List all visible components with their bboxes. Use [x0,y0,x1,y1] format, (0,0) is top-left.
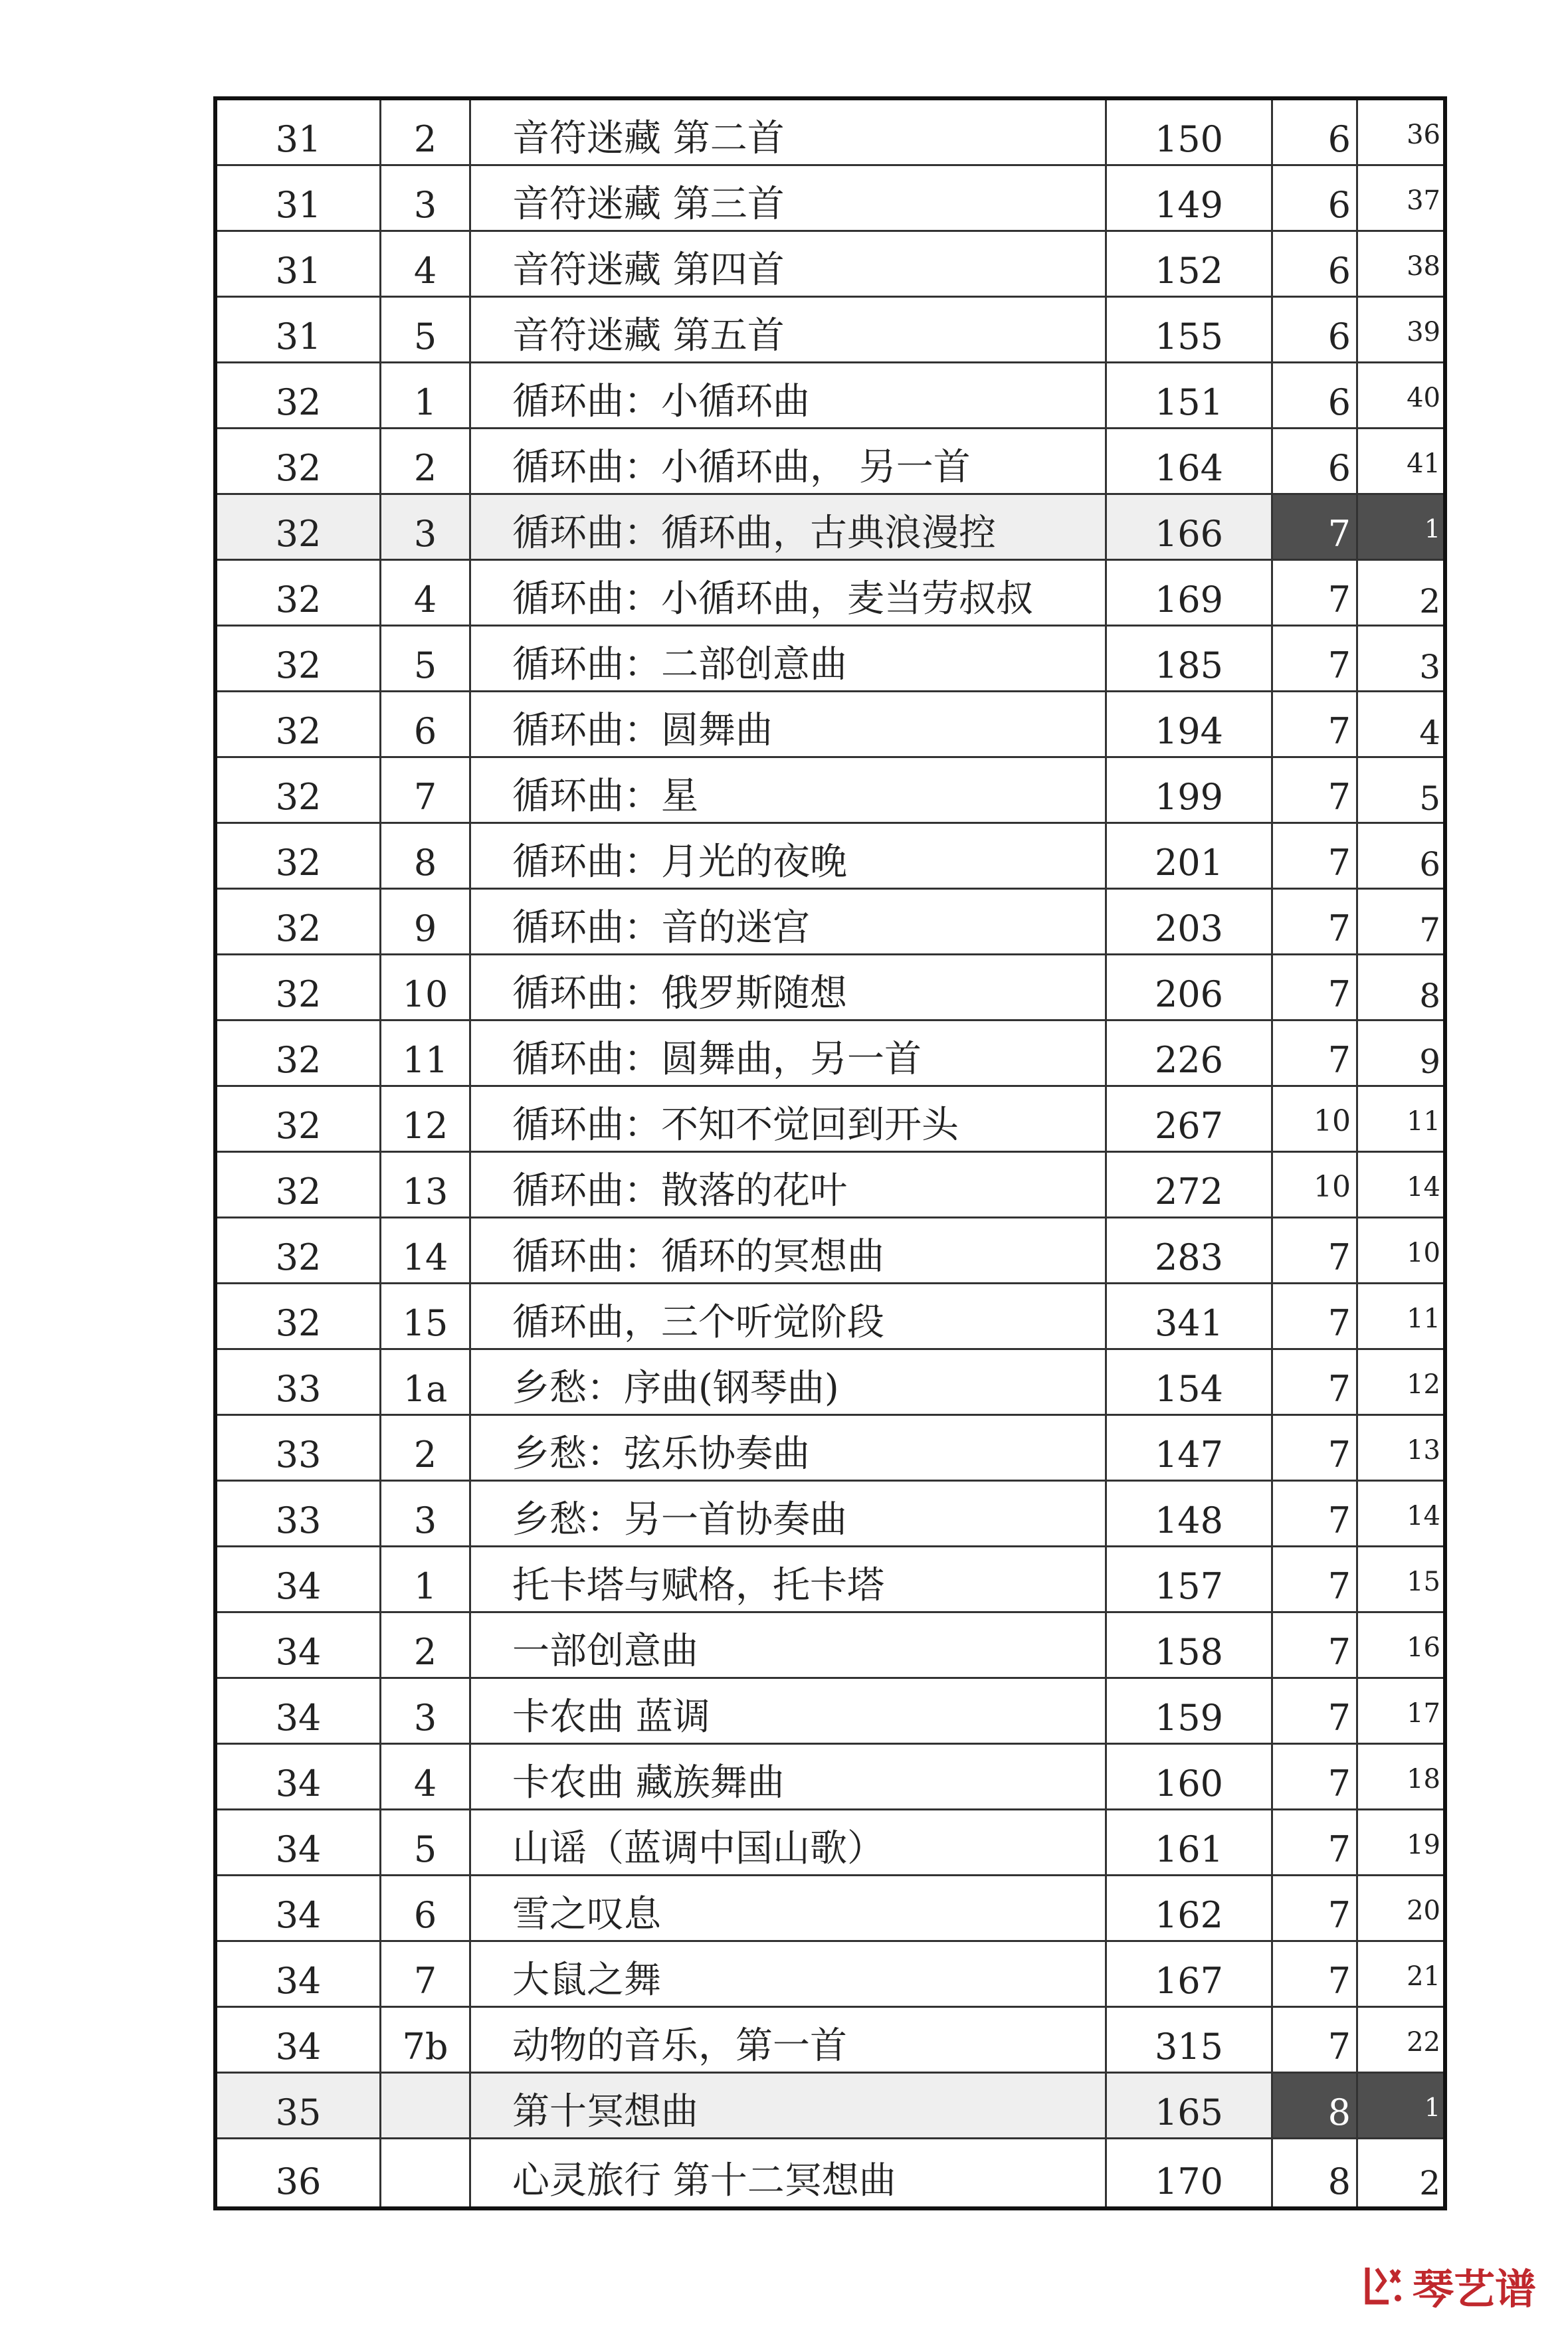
cell-group: 34 [217,1745,381,1808]
table-row [217,1679,1443,1745]
cell-number: 4 [381,561,471,625]
cell-number: 12 [381,1087,471,1151]
cell-title: 循环曲：音的迷宫 [471,890,1107,953]
cell-page: 149 [1107,166,1273,230]
cell-index: 19 [1407,1830,1440,1860]
cell-page: 201 [1107,824,1273,888]
cell-index: 1 [1358,2074,1443,2137]
logo-mark-icon [1362,2262,1409,2309]
table-row [217,1942,1443,2008]
cell-group: 32 [217,955,381,1019]
cell-title: 音符迷藏 第四首 [471,232,1107,296]
cell-title: 循环曲：小循环曲，麦当劳叔叔 [471,561,1107,625]
table-row [217,1153,1443,1218]
cell-page: 165 [1107,2074,1273,2137]
cell-index: 12 [1407,1369,1440,1400]
cell-title: 循环曲：散落的花叶 [471,1153,1107,1216]
table-row [217,166,1443,232]
cell-volume: 7 [1273,561,1358,625]
cell-page: 157 [1107,1547,1273,1611]
cell-index: 41 [1407,448,1440,479]
cell-group: 34 [217,1810,381,1874]
cell-number: 7 [381,758,471,822]
cell-group: 32 [217,627,381,690]
cell-page: 194 [1107,692,1273,756]
cell-group: 32 [217,890,381,953]
cell-index: 1 [1358,495,1443,559]
cell-title: 循环曲：星 [471,758,1107,822]
cell-group: 34 [217,2008,381,2072]
table-row [217,561,1443,627]
cell-page: 169 [1107,561,1273,625]
table-row [217,1482,1443,1547]
cell-page: 154 [1107,1350,1273,1414]
table-row [217,298,1443,363]
cell-number [381,2139,471,2206]
table-row [217,890,1443,955]
table-row [217,429,1443,495]
cell-number: 6 [381,1876,471,1940]
cell-volume: 7 [1273,2008,1358,2072]
cell-group: 33 [217,1416,381,1480]
cell-page: 152 [1107,232,1273,296]
cell-title: 乡愁：弦乐协奏曲 [471,1416,1107,1480]
cell-page: 151 [1107,363,1273,427]
cell-page: 226 [1107,1021,1273,1085]
cell-group: 32 [217,1021,381,1085]
index-table [213,96,1447,2210]
cell-title: 循环曲：月光的夜晚 [471,824,1107,888]
cell-index: 14 [1407,1172,1440,1203]
cell-number: 2 [381,429,471,493]
table-row [217,232,1443,298]
cell-page: 148 [1107,1482,1273,1545]
cell-page: 164 [1107,429,1273,493]
cell-page: 267 [1107,1087,1273,1151]
cell-page: 203 [1107,890,1273,953]
cell-index: 16 [1407,1632,1440,1663]
cell-title: 循环曲：循环的冥想曲 [471,1218,1107,1282]
table-row [217,2139,1443,2206]
cell-volume: 7 [1273,1350,1358,1414]
cell-page: 155 [1107,298,1273,361]
cell-page: 150 [1107,100,1273,164]
cell-number: 5 [381,1810,471,1874]
cell-page: 283 [1107,1218,1273,1282]
cell-volume: 7 [1273,1613,1358,1677]
cell-volume: 7 [1273,692,1358,756]
cell-index: 15 [1407,1567,1440,1597]
cell-number: 4 [381,232,471,296]
cell-volume: 7 [1273,955,1358,1019]
table-row [217,955,1443,1021]
cell-group: 32 [217,429,381,493]
cell-page: 341 [1107,1284,1273,1348]
cell-number: 10 [381,955,471,1019]
cell-volume: 10 [1273,1087,1358,1151]
cell-index: 39 [1407,317,1440,347]
cell-volume: 7 [1273,1021,1358,1085]
cell-volume: 7 [1273,1810,1358,1874]
cell-number: 1a [381,1350,471,1414]
cell-number: 11 [381,1021,471,1085]
cell-number: 15 [381,1284,471,1348]
cell-index: 2 [1419,2164,1440,2202]
cell-group: 33 [217,1482,381,1545]
cell-index: 2 [1419,582,1440,621]
cell-index: 10 [1407,1238,1440,1268]
cell-group: 34 [217,1679,381,1743]
cell-title: 卡农曲 藏族舞曲 [471,1745,1107,1808]
cell-volume: 7 [1273,1942,1358,2006]
cell-volume: 7 [1273,824,1358,888]
cell-number: 8 [381,824,471,888]
cell-index: 21 [1407,1961,1440,1992]
cell-page: 167 [1107,1942,1273,2006]
cell-index: 37 [1407,185,1440,216]
cell-number: 5 [381,627,471,690]
cell-volume: 10 [1273,1153,1358,1216]
cell-page: 315 [1107,2008,1273,2072]
cell-title: 音符迷藏 第二首 [471,100,1107,164]
cell-page: 161 [1107,1810,1273,1874]
cell-group: 32 [217,1087,381,1151]
cell-index: 6 [1419,845,1440,884]
table-row [217,627,1443,692]
cell-number: 6 [381,692,471,756]
cell-title: 动物的音乐，第一首 [471,2008,1107,2072]
cell-title: 一部创意曲 [471,1613,1107,1677]
cell-page: 160 [1107,1745,1273,1808]
cell-page: 158 [1107,1613,1273,1677]
cell-index: 4 [1419,714,1440,752]
table-row [217,1218,1443,1284]
table-row [217,495,1443,561]
cell-volume: 7 [1273,1745,1358,1808]
cell-volume: 7 [1273,1218,1358,1282]
cell-number: 1 [381,363,471,427]
cell-group: 32 [217,824,381,888]
cell-number: 2 [381,1416,471,1480]
cell-group: 32 [217,758,381,822]
cell-title: 心灵旅行 第十二冥想曲 [471,2139,1107,2206]
cell-index: 9 [1419,1042,1440,1081]
cell-volume: 6 [1273,298,1358,361]
cell-title: 循环曲：圆舞曲 [471,692,1107,756]
table-row [217,1547,1443,1613]
cell-volume: 7 [1273,1482,1358,1545]
cell-volume: 6 [1273,100,1358,164]
cell-group: 31 [217,100,381,164]
cell-index: 38 [1407,251,1440,282]
cell-group: 31 [217,298,381,361]
cell-group: 32 [217,1153,381,1216]
cell-title: 音符迷藏 第三首 [471,166,1107,230]
cell-title: 循环曲，三个听觉阶段 [471,1284,1107,1348]
cell-title: 音符迷藏 第五首 [471,298,1107,361]
cell-title: 循环曲：循环曲，古典浪漫控 [471,495,1107,559]
cell-index: 18 [1407,1764,1440,1795]
cell-page: 185 [1107,627,1273,690]
cell-group: 34 [217,1547,381,1611]
cell-volume: 6 [1273,232,1358,296]
cell-page: 272 [1107,1153,1273,1216]
cell-volume: 8 [1273,2074,1358,2137]
cell-volume: 8 [1273,2139,1358,2206]
table-row [217,1745,1443,1810]
cell-volume: 7 [1273,1679,1358,1743]
cell-number: 7 [381,1942,471,2006]
cell-number: 1 [381,1547,471,1611]
cell-volume: 7 [1273,758,1358,822]
table-row [217,100,1443,166]
cell-index: 11 [1407,1106,1440,1137]
cell-group: 34 [217,1876,381,1940]
cell-volume: 7 [1273,495,1358,559]
cell-number: 3 [381,166,471,230]
table-row [217,1087,1443,1153]
cell-group: 32 [217,561,381,625]
cell-group: 35 [217,2074,381,2137]
cell-volume: 6 [1273,166,1358,230]
cell-page: 206 [1107,955,1273,1019]
table-row [217,1810,1443,1876]
cell-volume: 6 [1273,429,1358,493]
cell-title: 托卡塔与赋格，托卡塔 [471,1547,1107,1611]
cell-index: 20 [1407,1895,1440,1926]
cell-page: 170 [1107,2139,1273,2206]
cell-number: 9 [381,890,471,953]
cell-number: 4 [381,1745,471,1808]
table-row [217,2008,1443,2074]
cell-number: 7b [381,2008,471,2072]
cell-group: 32 [217,363,381,427]
table-row [217,692,1443,758]
table-row [217,2074,1443,2139]
cell-group: 33 [217,1350,381,1414]
cell-volume: 6 [1273,363,1358,427]
table-row [217,1350,1443,1416]
cell-number: 2 [381,100,471,164]
cell-title: 循环曲：不知不觉回到开头 [471,1087,1107,1151]
cell-volume: 7 [1273,890,1358,953]
cell-index: 3 [1419,648,1440,686]
cell-index: 36 [1407,120,1440,150]
cell-title: 循环曲：圆舞曲，另一首 [471,1021,1107,1085]
cell-page: 159 [1107,1679,1273,1743]
cell-index: 17 [1407,1698,1440,1729]
cell-number: 3 [381,1679,471,1743]
cell-title: 乡愁：序曲(钢琴曲) [471,1350,1107,1414]
cell-title: 第十冥想曲 [471,2074,1107,2137]
logo-text: 琴艺谱 [1413,2264,1537,2313]
cell-group: 36 [217,2139,381,2206]
table-row [217,1284,1443,1350]
cell-title: 山谣（蓝调中国山歌） [471,1810,1107,1874]
table-row [217,1876,1443,1942]
cell-group: 34 [217,1942,381,2006]
cell-number: 14 [381,1218,471,1282]
table-row [217,824,1443,890]
cell-group: 34 [217,1613,381,1677]
cell-volume: 7 [1273,1284,1358,1348]
cell-group: 31 [217,232,381,296]
cell-title: 循环曲：小循环曲， 另一首 [471,429,1107,493]
cell-index: 7 [1419,911,1440,949]
cell-volume: 7 [1273,627,1358,690]
cell-volume: 7 [1273,1547,1358,1611]
cell-title: 大鼠之舞 [471,1942,1107,2006]
cell-title: 循环曲：小循环曲 [471,363,1107,427]
cell-index: 11 [1407,1304,1440,1334]
cell-title: 循环曲：二部创意曲 [471,627,1107,690]
table-row [217,1416,1443,1482]
cell-page: 166 [1107,495,1273,559]
table-row [217,1613,1443,1679]
table-row [217,363,1443,429]
cell-group: 31 [217,166,381,230]
cell-title: 卡农曲 蓝调 [471,1679,1107,1743]
cell-index: 40 [1407,383,1440,413]
cell-group: 32 [217,495,381,559]
cell-title: 乡愁：另一首协奏曲 [471,1482,1107,1545]
cell-number [381,2074,471,2137]
cell-group: 32 [217,692,381,756]
cell-title: 雪之叹息 [471,1876,1107,1940]
table-row [217,758,1443,824]
cell-volume: 7 [1273,1416,1358,1480]
cell-index: 22 [1407,2027,1440,2058]
cell-volume: 7 [1273,1876,1358,1940]
cell-page: 147 [1107,1416,1273,1480]
cell-index: 14 [1407,1501,1440,1531]
cell-group: 32 [217,1284,381,1348]
cell-number: 5 [381,298,471,361]
cell-index: 5 [1419,779,1440,818]
cell-group: 32 [217,1218,381,1282]
cell-page: 162 [1107,1876,1273,1940]
cell-number: 13 [381,1153,471,1216]
cell-number: 3 [381,1482,471,1545]
brand-logo [1362,2256,1555,2315]
table-row [217,1021,1443,1087]
cell-index: 13 [1407,1435,1440,1466]
cell-number: 2 [381,1613,471,1677]
cell-number: 3 [381,495,471,559]
cell-page: 199 [1107,758,1273,822]
cell-title: 循环曲：俄罗斯随想 [471,955,1107,1019]
cell-index: 8 [1419,977,1440,1015]
